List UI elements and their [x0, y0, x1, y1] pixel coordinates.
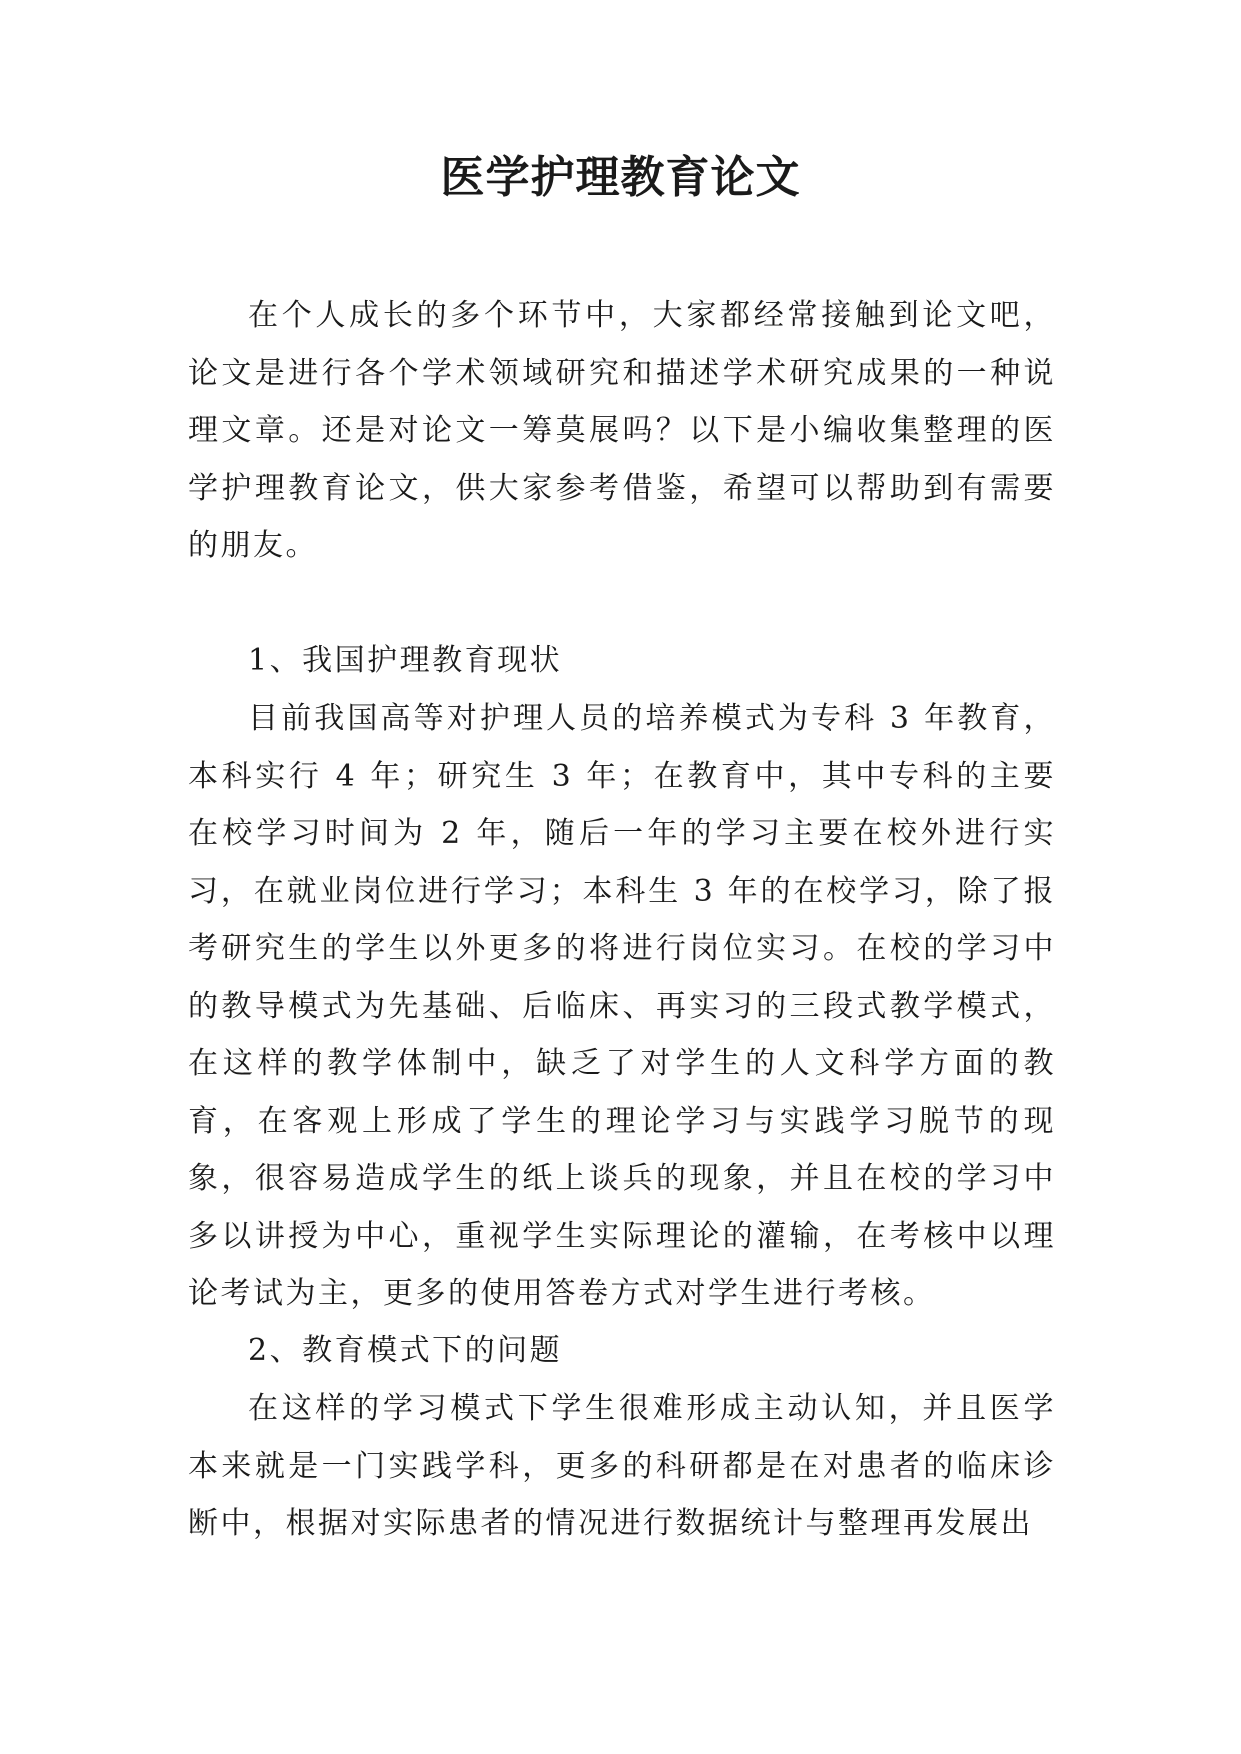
intro-paragraph: 在个人成长的多个环节中，大家都经常接触到论文吧，论文是进行各个学术领域研究和描述学术研究成果的一种说理文章。还是对论文一筹莫展吗？以下是小编收集整理的医学护理教育论文，供大家参考借鉴，希望可以帮助到有需要的朋友。: [188, 298, 1056, 563]
section-heading: 2、教育模式下的问题: [248, 1333, 563, 1368]
document-title: 医学护理教育论文: [440, 152, 801, 203]
section-heading: 1、我国护理教育现状: [248, 643, 563, 678]
section-paragraph: 目前我国高等对护理人员的培养模式为专科 3 年教育，本科实行 4 年；研究生 3 年；在教育中，其中专科的主要在校学习时间为 2 年，随后一年的学习主要在校外进行实习，在就业岗位进行学习；本科生 3 年的在校学习，除了报考研究生的学生以外更多的将进行岗位实习。在校的学习中的教导模式为先基础、后临床、再实习的三段式教学模式，在这样的教学体制中，缺乏了对学生的人文科学方面的教育，在客观上形成了学生的理论学习与实践学习脱节的现象，很容易造成学生的纸上谈兵的现象，并且在校的学习中多以讲授为中心，重视学生实际理论的灌输，在考核中以理论考试为主，更多的使用答卷方式对学生进行考核。: [188, 701, 1056, 1311]
section-paragraph: 在这样的学习模式下学生很难形成主动认知，并且医学本来就是一门实践学科，更多的科研都是在对患者的临床诊断中，根据对实际患者的情况进行数据统计与整理再发展出: [188, 1391, 1056, 1541]
